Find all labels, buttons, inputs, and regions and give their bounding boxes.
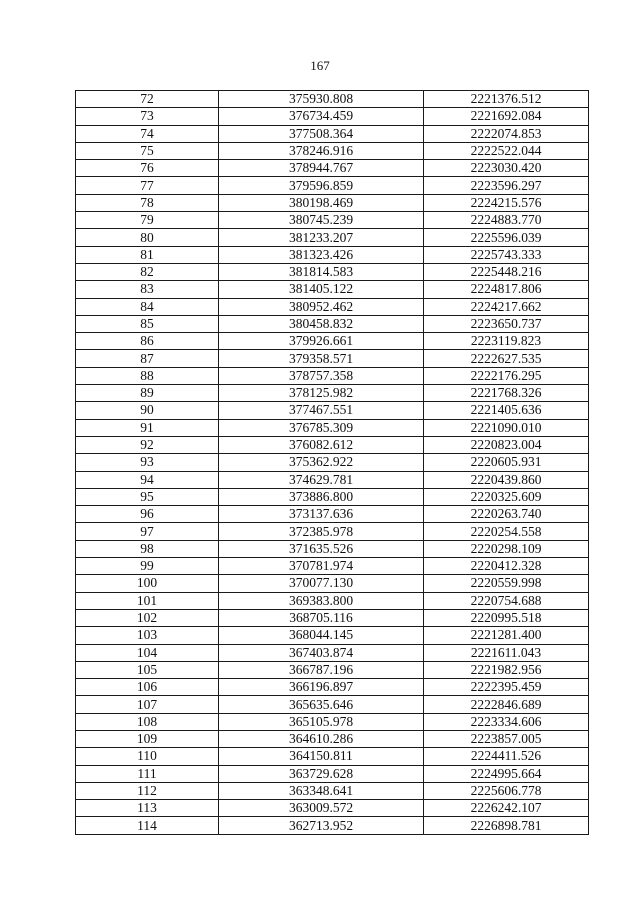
point-number-cell: 74: [76, 125, 219, 142]
y-coordinate-cell: 2226898.781: [424, 817, 589, 834]
table-row: [76, 385, 589, 402]
x-coordinate-cell: 366787.196: [219, 661, 424, 678]
y-coordinate-cell: 2222522.044: [424, 142, 589, 159]
table-row: [76, 540, 589, 557]
x-coordinate-cell: 377508.364: [219, 125, 424, 142]
y-coordinate-cell: 2220754.688: [424, 592, 589, 609]
x-coordinate-cell: 374629.781: [219, 471, 424, 488]
y-coordinate-cell: 2220325.609: [424, 488, 589, 505]
x-coordinate-cell: 379358.571: [219, 350, 424, 367]
point-number-cell: 105: [76, 661, 219, 678]
y-coordinate-cell: 2221090.010: [424, 419, 589, 436]
y-coordinate-cell: 2220298.109: [424, 540, 589, 557]
point-number-cell: 76: [76, 160, 219, 177]
x-coordinate-cell: 378125.982: [219, 385, 424, 402]
point-number-cell: 91: [76, 419, 219, 436]
y-coordinate-cell: 2224215.576: [424, 194, 589, 211]
y-coordinate-cell: 2222846.689: [424, 696, 589, 713]
y-coordinate-cell: 2222395.459: [424, 679, 589, 696]
point-number-cell: 93: [76, 454, 219, 471]
x-coordinate-cell: 376734.459: [219, 108, 424, 125]
x-coordinate-cell: 380458.832: [219, 315, 424, 332]
y-coordinate-cell: 2220559.998: [424, 575, 589, 592]
y-coordinate-cell: 2223596.297: [424, 177, 589, 194]
x-coordinate-cell: 376082.612: [219, 436, 424, 453]
point-number-cell: 85: [76, 315, 219, 332]
table-row: [76, 108, 589, 125]
x-coordinate-cell: 375930.808: [219, 91, 424, 108]
point-number-cell: 80: [76, 229, 219, 246]
table-row: [76, 367, 589, 384]
y-coordinate-cell: 2222074.853: [424, 125, 589, 142]
y-coordinate-cell: 2223857.005: [424, 730, 589, 747]
table-row: [76, 402, 589, 419]
x-coordinate-cell: 365105.978: [219, 713, 424, 730]
table-row: [76, 627, 589, 644]
point-number-cell: 73: [76, 108, 219, 125]
point-number-cell: 111: [76, 765, 219, 782]
x-coordinate-cell: 380198.469: [219, 194, 424, 211]
point-number-cell: 97: [76, 523, 219, 540]
x-coordinate-cell: 378246.916: [219, 142, 424, 159]
x-coordinate-cell: 381323.426: [219, 246, 424, 263]
table-row: [76, 506, 589, 523]
point-number-cell: 103: [76, 627, 219, 644]
y-coordinate-cell: 2221405.636: [424, 402, 589, 419]
point-number-cell: 101: [76, 592, 219, 609]
point-number-cell: 88: [76, 367, 219, 384]
point-number-cell: 78: [76, 194, 219, 211]
point-number-cell: 102: [76, 609, 219, 626]
x-coordinate-cell: 377467.551: [219, 402, 424, 419]
x-coordinate-cell: 381814.583: [219, 263, 424, 280]
table-row: [76, 142, 589, 159]
point-number-cell: 107: [76, 696, 219, 713]
y-coordinate-cell: 2222627.535: [424, 350, 589, 367]
x-coordinate-cell: 370077.130: [219, 575, 424, 592]
point-number-cell: 104: [76, 644, 219, 661]
x-coordinate-cell: 372385.978: [219, 523, 424, 540]
y-coordinate-cell: 2220823.004: [424, 436, 589, 453]
table-row: [76, 350, 589, 367]
x-coordinate-cell: 364150.811: [219, 748, 424, 765]
x-coordinate-cell: 375362.922: [219, 454, 424, 471]
y-coordinate-cell: 2223030.420: [424, 160, 589, 177]
table-row: [76, 661, 589, 678]
y-coordinate-cell: 2226242.107: [424, 800, 589, 817]
y-coordinate-cell: 2221281.400: [424, 627, 589, 644]
x-coordinate-cell: 378757.358: [219, 367, 424, 384]
table-row: [76, 488, 589, 505]
point-number-cell: 108: [76, 713, 219, 730]
point-number-cell: 99: [76, 558, 219, 575]
table-row: [76, 713, 589, 730]
y-coordinate-cell: 2225606.778: [424, 782, 589, 799]
y-coordinate-cell: 2223119.823: [424, 333, 589, 350]
table-row: [76, 748, 589, 765]
y-coordinate-cell: 2224817.806: [424, 281, 589, 298]
x-coordinate-cell: 379926.661: [219, 333, 424, 350]
table-row: [76, 592, 589, 609]
point-number-cell: 114: [76, 817, 219, 834]
coordinate-table: [75, 90, 589, 835]
x-coordinate-cell: 362713.952: [219, 817, 424, 834]
x-coordinate-cell: 367403.874: [219, 644, 424, 661]
point-number-cell: 110: [76, 748, 219, 765]
point-number-cell: 77: [76, 177, 219, 194]
table-row: [76, 177, 589, 194]
x-coordinate-cell: 364610.286: [219, 730, 424, 747]
point-number-cell: 81: [76, 246, 219, 263]
point-number-cell: 75: [76, 142, 219, 159]
x-coordinate-cell: 380745.239: [219, 212, 424, 229]
y-coordinate-cell: 2221376.512: [424, 91, 589, 108]
point-number-cell: 94: [76, 471, 219, 488]
coordinate-table-body: [76, 91, 589, 835]
point-number-cell: 82: [76, 263, 219, 280]
table-row: [76, 246, 589, 263]
table-row: [76, 263, 589, 280]
x-coordinate-cell: 363348.641: [219, 782, 424, 799]
table-row: [76, 194, 589, 211]
point-number-cell: 100: [76, 575, 219, 592]
y-coordinate-cell: 2221692.084: [424, 108, 589, 125]
x-coordinate-cell: 373137.636: [219, 506, 424, 523]
y-coordinate-cell: 2221611.043: [424, 644, 589, 661]
table-row: [76, 315, 589, 332]
y-coordinate-cell: 2224995.664: [424, 765, 589, 782]
point-number-cell: 92: [76, 436, 219, 453]
point-number-cell: 87: [76, 350, 219, 367]
x-coordinate-cell: 371635.526: [219, 540, 424, 557]
y-coordinate-cell: 2220254.558: [424, 523, 589, 540]
point-number-cell: 109: [76, 730, 219, 747]
x-coordinate-cell: 381233.207: [219, 229, 424, 246]
table-row: [76, 212, 589, 229]
y-coordinate-cell: 2220995.518: [424, 609, 589, 626]
point-number-cell: 86: [76, 333, 219, 350]
table-row: [76, 696, 589, 713]
y-coordinate-cell: 2220412.328: [424, 558, 589, 575]
point-number-cell: 106: [76, 679, 219, 696]
table-row: [76, 800, 589, 817]
y-coordinate-cell: 2225448.216: [424, 263, 589, 280]
y-coordinate-cell: 2221768.326: [424, 385, 589, 402]
y-coordinate-cell: 2224411.526: [424, 748, 589, 765]
table-row: [76, 454, 589, 471]
point-number-cell: 95: [76, 488, 219, 505]
table-row: [76, 575, 589, 592]
x-coordinate-cell: 376785.309: [219, 419, 424, 436]
table-row: [76, 609, 589, 626]
y-coordinate-cell: 2222176.295: [424, 367, 589, 384]
table-row: [76, 782, 589, 799]
x-coordinate-cell: 379596.859: [219, 177, 424, 194]
point-number-cell: 72: [76, 91, 219, 108]
table-row: [76, 125, 589, 142]
y-coordinate-cell: 2225596.039: [424, 229, 589, 246]
point-number-cell: 84: [76, 298, 219, 315]
y-coordinate-cell: 2220439.860: [424, 471, 589, 488]
y-coordinate-cell: 2221982.956: [424, 661, 589, 678]
point-number-cell: 98: [76, 540, 219, 557]
y-coordinate-cell: 2224217.662: [424, 298, 589, 315]
y-coordinate-cell: 2224883.770: [424, 212, 589, 229]
x-coordinate-cell: 370781.974: [219, 558, 424, 575]
table-row: [76, 160, 589, 177]
table-row: [76, 229, 589, 246]
table-row: [76, 471, 589, 488]
y-coordinate-cell: 2220605.931: [424, 454, 589, 471]
point-number-cell: 89: [76, 385, 219, 402]
point-number-cell: 113: [76, 800, 219, 817]
x-coordinate-cell: 369383.800: [219, 592, 424, 609]
table-row: [76, 765, 589, 782]
x-coordinate-cell: 366196.897: [219, 679, 424, 696]
y-coordinate-cell: 2223334.606: [424, 713, 589, 730]
point-number-cell: 79: [76, 212, 219, 229]
table-row: [76, 558, 589, 575]
point-number-cell: 83: [76, 281, 219, 298]
table-row: [76, 91, 589, 108]
table-row: [76, 730, 589, 747]
point-number-cell: 96: [76, 506, 219, 523]
table-row: [76, 436, 589, 453]
table-row: [76, 817, 589, 834]
table-row: [76, 333, 589, 350]
x-coordinate-cell: 363009.572: [219, 800, 424, 817]
point-number-cell: 90: [76, 402, 219, 419]
x-coordinate-cell: 380952.462: [219, 298, 424, 315]
table-row: [76, 523, 589, 540]
x-coordinate-cell: 373886.800: [219, 488, 424, 505]
x-coordinate-cell: 381405.122: [219, 281, 424, 298]
x-coordinate-cell: 363729.628: [219, 765, 424, 782]
point-number-cell: 112: [76, 782, 219, 799]
table-row: [76, 298, 589, 315]
table-row: [76, 679, 589, 696]
page-number: 167: [310, 58, 330, 73]
table-row: [76, 281, 589, 298]
y-coordinate-cell: 2223650.737: [424, 315, 589, 332]
y-coordinate-cell: 2225743.333: [424, 246, 589, 263]
x-coordinate-cell: 378944.767: [219, 160, 424, 177]
y-coordinate-cell: 2220263.740: [424, 506, 589, 523]
table-row: [76, 644, 589, 661]
x-coordinate-cell: 368044.145: [219, 627, 424, 644]
table-row: [76, 419, 589, 436]
x-coordinate-cell: 368705.116: [219, 609, 424, 626]
x-coordinate-cell: 365635.646: [219, 696, 424, 713]
